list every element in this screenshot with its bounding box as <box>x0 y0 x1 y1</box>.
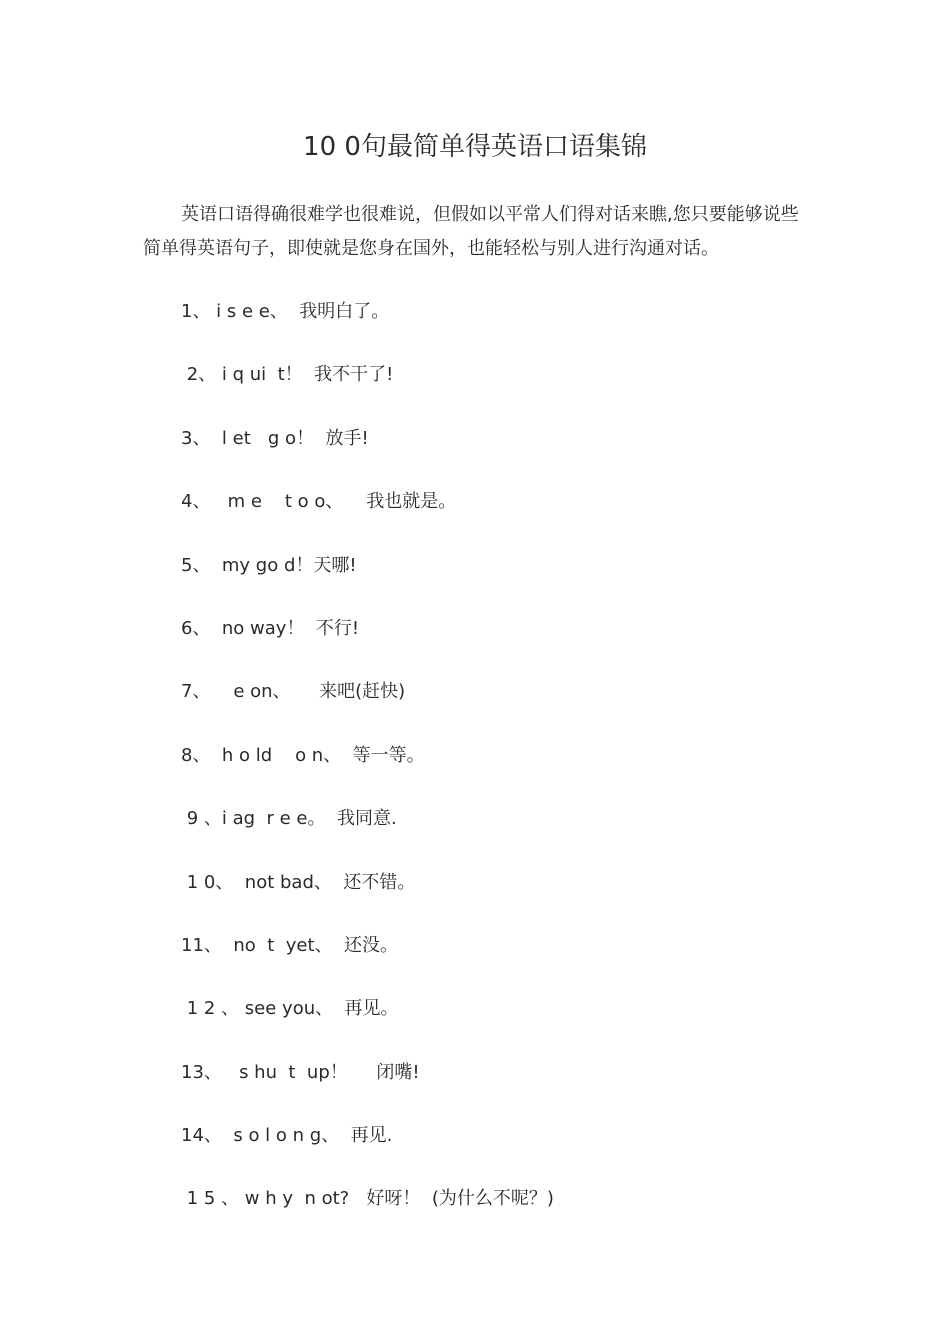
list-item: 3、 l et g o！ 放手! <box>181 427 369 449</box>
list-item: 11、 no t yet、 还没。 <box>181 934 398 956</box>
list-item: 14、 s o l o n g、 再见. <box>181 1125 393 1147</box>
phrase-list <box>181 292 821 1243</box>
list-item: 4、 m e t o o、 我也就是。 <box>181 491 457 513</box>
list-item: 1 5 、 w h y n ot? 好呀！ (为什么不呢？) <box>181 1188 554 1210</box>
list-item: 2、 i q ui t！ 我不干了! <box>181 364 394 386</box>
list-item: 13、 s hu t up！ 闭嘴! <box>181 1061 420 1083</box>
list-item: 7、 e on、 来吧(赶快) <box>181 681 406 703</box>
list-item: 5、 my go d！天哪! <box>181 554 357 576</box>
list-item: 1 0、 not bad、 还不错。 <box>181 871 416 893</box>
document-title: 10 0句最简单得英语口语集锦 <box>303 132 647 162</box>
list-item: 6、 no way！ 不行! <box>181 617 360 639</box>
intro-text: 英语口语得确很难学也很难说，但假如以平常人们得对话来瞧,您只要能够说些简单得英语句子，即使就是您身在国外，也能轻松与别人进行沟通对话。 <box>143 204 799 259</box>
intro-paragraph <box>143 198 807 266</box>
list-item: 1、 i s e e、 我明白了。 <box>181 301 390 322</box>
list-item: 1 2 、 see you、 再见。 <box>181 998 399 1020</box>
list-item: 8、 h o ld o n、 等一等。 <box>181 744 425 766</box>
list-item: 9 、i ag r e e。 我同意. <box>181 808 397 830</box>
